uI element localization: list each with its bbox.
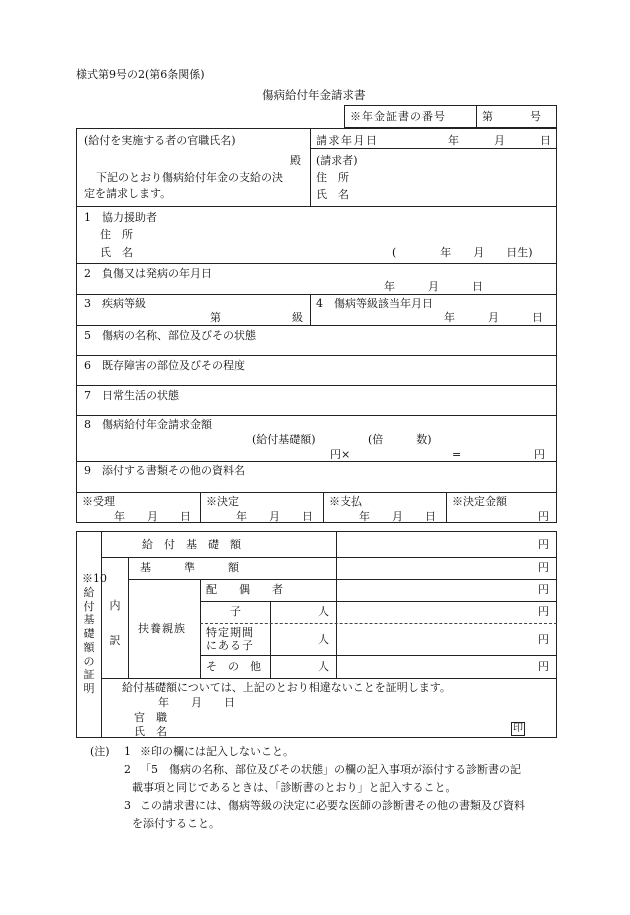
receipt-label: ※受理 [82,495,115,508]
claimant-address-field[interactable] [360,168,550,183]
official-label: (給付を実施する者の官職氏名) [84,134,236,147]
claimant-address-label: 住 所 [316,171,349,184]
note1-text: ※印の欄には記入しないこと。 [140,745,294,758]
note3-text-2: を添付すること。 [132,817,220,830]
standard-amount-yen: 円 [538,561,549,574]
pension-number-field[interactable] [496,107,526,125]
note3-num: 3 [124,799,131,812]
standard-amount-label: 基 準 額 [140,561,239,574]
note2-num: 2 [124,763,131,776]
spouse-yen: 円 [538,583,549,596]
breakdown-label: 内訳 [109,599,121,648]
item2-date: 年 月 日 [384,280,483,293]
spouse-label: 配 偶 者 [206,583,283,596]
note3-text-1: この請求書には、傷病等級の決定に必要な医師の診断書その他の書類及び資料 [140,799,525,812]
pension-number-prefix: 第 [482,110,493,123]
base-amount-yen: 円 [538,538,549,551]
item6-label: 6 既存障害の部位及びその程度 [84,359,245,372]
item1-name-label: 氏 名 [100,246,133,259]
request-date-field[interactable] [390,130,556,146]
note2-text-1: 「5 傷病の名称、部位及びその状態」の欄の記入事項が添付する診断書の記 [140,763,521,776]
receipt-date: 年 月 日 [114,510,191,523]
official-field[interactable] [84,150,284,164]
claimant-name-field[interactable] [360,185,550,200]
special-child-label-1: 特定期間 [206,626,254,639]
payment-label: ※支払 [329,495,362,508]
request-year: 年 [448,134,459,147]
cert-name-label: 氏 名 [134,725,167,738]
decided-amount-yen: 円 [538,510,549,523]
item9-label: 9 添付する書類その他の資料名 [84,464,245,477]
item7-label: 7 日常生活の状態 [84,389,179,402]
item1-label: 1 協力援助者 [84,211,157,224]
decision-date: 年 月 日 [236,510,313,523]
item3-dai: 第 [210,311,221,324]
request-day: 日 [540,134,551,147]
pension-number-label: ※年金証書の番号 [350,110,446,123]
item3-label: 3 疾病等級 [84,297,146,310]
decision-label: ※決定 [206,495,239,508]
child-yen: 円 [538,605,549,618]
seal-mark: 印 [513,723,523,734]
others-person: 人 [318,660,329,673]
request-month: 月 [494,134,505,147]
dependents-label: 扶養親族 [138,622,186,635]
notes-label: (注) [90,745,110,758]
item1-address-label: 住 所 [100,228,133,241]
decided-amount-label: ※決定金額 [452,495,507,508]
statement-line2: 定を請求します。 [84,187,172,200]
item8-label: 8 傷病給付年金請求金額 [84,418,212,431]
item4-label: 4 傷病等級該当年月日 [316,297,433,310]
item4-date: 年 月 日 [444,311,543,324]
item5-label: 5 傷病の名称、部位及びその状態 [84,329,256,342]
item8-formula: 円× [330,448,351,461]
claimant-name-label: 氏 名 [316,188,349,201]
special-child-person: 人 [318,633,329,646]
cert-date: 年 月 日 [158,696,235,709]
special-child-yen: 円 [538,633,549,646]
note1-num: 1 [124,745,131,758]
item8-yen: 円 [534,448,545,461]
item1-birth-date: ( 年 月 日生) [392,246,533,259]
statement-line1: 下記のとおり傷病給付年金の支給の決 [96,171,283,184]
note2-text-2: 載事項と同じであるときは、「診断書のとおり」と記入すること。 [132,781,457,794]
item2-label: 2 負傷又は発病の年月日 [84,267,212,280]
request-date-label: 請求年月日 [316,134,379,147]
item3-kyu: 級 [292,311,303,324]
special-child-label-2: にある子 [206,639,254,652]
child-label: 子 [230,605,241,618]
form-number: 様式第9号の2(第6条関係) [76,68,205,81]
claimant-label: (請求者) [316,154,358,167]
item8-base-label: (給付基礎額) [252,433,316,446]
others-yen: 円 [538,660,549,673]
cert-title-label: 官 職 [134,711,167,724]
cert-side-label: ※10 給付基礎額の証明 [82,572,107,695]
base-amount-label: 給 付 基 礎 額 [142,538,241,551]
others-label: そ の 他 [206,660,261,673]
item8-times-label: (倍 数) [368,433,432,446]
dono-label: 殿 [290,154,301,167]
cert-statement: 給付基礎額については、上記のとおり相違ないことを証明します。 [122,681,451,694]
payment-date: 年 月 日 [359,510,436,523]
item8-equals: = [452,448,462,461]
child-person: 人 [318,605,329,618]
pension-number-suffix: 号 [530,110,541,123]
form-title: 傷病給付年金請求書 [262,88,366,102]
